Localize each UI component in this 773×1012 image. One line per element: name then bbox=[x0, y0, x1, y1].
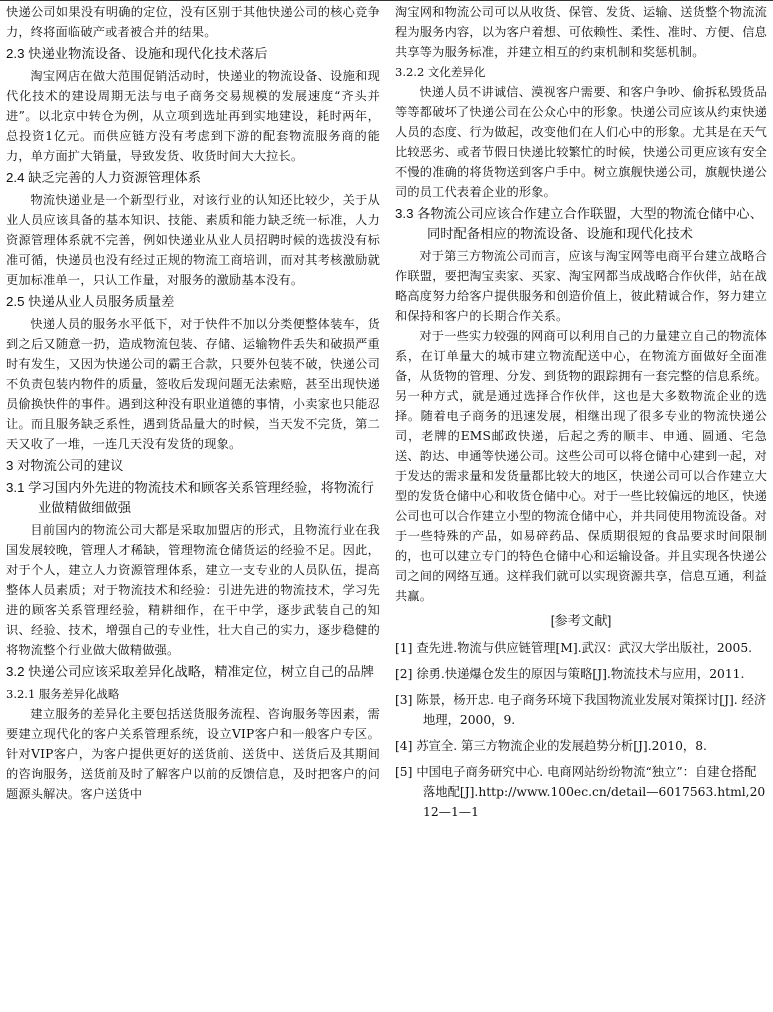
reference-item: [1] 查先进.物流与供应链管理[M].武汉：武汉大学出版社，2005. bbox=[395, 641, 753, 655]
heading-3-2-2: 3.2.2 文化差异化 bbox=[395, 65, 486, 79]
heading-3: 3 对物流公司的建议 bbox=[6, 458, 124, 473]
paragraph-2-3: 淘宝网店在做大范围促销活动时，快递业的物流设备、设施和现代化技术的建设周期无法与电子商务交易规模的发展速度“齐头并进”。以北京中转仓为例，从立项到选址再到实地建设，耗时两年，总投资1亿元。而供应链方没有考虑到下游的配套物流服务商的能力，单方面扩大销量，导致发货、收货时间大大拉长。 bbox=[6, 69, 380, 163]
paragraph-3-3-a: 对于第三方物流公司而言，应该与淘宝网等电商平台建立战略合作联盟，要把淘宝卖家、买家、淘宝网都当成战略合作伙伴，站在战略高度努力给客户提供服务和创造价值上，彼此精诚合作，努力建立和保持和客户的长期合作关系。 bbox=[395, 249, 767, 323]
right-column bbox=[395, 2, 767, 828]
paragraph-3-2-1: 建立服务的差异化主要包括送货服务流程、咨询服务等因素，需要建立现代化的客户关系管理系统，设立VIP客户和一般客户专区。针对VIP客户，为客户提供更好的送货前、送货中、送货后及其期间的咨询服务，送货前及时了解客户以前的反馈信息，及时把客户的问题源头解决。客户送货中 bbox=[6, 707, 380, 801]
paragraph-2-5: 快递人员的服务水平低下，对于快件不加以分类便整体装车，货到之后又随意一扔，造成物流包装、存储、运输物件丢失和破损严重时有发生，又因为快递公司的霸王合款，只要外包装不破，快递公司不负责包装内物件的质量，签收后发现问题无法索赔，甚至出现快递员偷换快件的事件。遇到这种没有职业道德的事情，小卖家也只能忍让。而且服务缺乏系性，遇到货品量大的时候，当天发不完货，第二天又收了一堆，一连几天没有发货的现象。 bbox=[6, 317, 380, 451]
heading-3-2: 3.2 快递公司应该采取差异化战略，精准定位，树立自己的品牌 bbox=[6, 664, 374, 679]
reference-item: [2] 徐勇.快递爆仓发生的原因与策略[J].物流技术与应用，2011. bbox=[395, 667, 745, 681]
reference-item: [5] 中国电子商务研究中心. 电商网站纷纷物流“独立”：自建仓搭配落地配[J].http://www.100ec.cn/detail—6017563.html,2012—1—1 bbox=[395, 765, 766, 819]
paragraph-3-1: 目前国内的物流公司大都是采取加盟店的形式，且物流行业在我国发展较晚，管理人才稀缺，管理物流仓储货运的经验不足。因此，对于个人，建立人力资源管理体系，建立一支专业的人员队伍，提高整体人员素质；对于物流技术和经验：引进先进的物流技术，学习先进的顾客关系管理经验，精耕细作，在干中学，逐步武装自己的知识、经验、技术，增强自己的专业性，壮大自己的实力，逐步稳健的将物流整个行业做大做精做强。 bbox=[6, 523, 380, 657]
paragraph-intro: 快递公司如果没有明确的定位，没有区别于其他快递公司的核心竞争力，终将面临破产或者被合并的结果。 bbox=[6, 5, 380, 39]
heading-3-1: 3.1 学习国内外先进的物流技术和顾客关系管理经验，将物流行业做精做细做强 bbox=[6, 480, 374, 515]
reference-item: [3] 陈景，杨开忠. 电子商务环境下我国物流业发展对策探讨[J]. 经济地理，2000，9. bbox=[395, 693, 767, 727]
references-title: [参考文献] bbox=[550, 613, 612, 628]
heading-2-3: 2.3 快递业物流设备、设施和现代化技术落后 bbox=[6, 46, 268, 61]
heading-3-2-1: 3.2.1 服务差异化战略 bbox=[6, 687, 120, 701]
left-column bbox=[6, 2, 380, 804]
paragraph-continued: 淘宝网和物流公司可以从收货、保管、发货、运输、送货整个物流流程为服务内容，以为客户着想、可依赖性、柔性、准时、方便、信息共享等为服务标准，并建立相互的约束机制和奖惩机制。 bbox=[395, 5, 767, 59]
top-rule bbox=[0, 0, 773, 1]
heading-2-4: 2.4 缺乏完善的人力资源管理体系 bbox=[6, 170, 202, 185]
reference-item: [4] 苏宣全. 第三方物流企业的发展趋势分析[J].2010，8. bbox=[395, 739, 707, 753]
paragraph-2-4: 物流快递业是一个新型行业，对该行业的认知还比较少，关于从业人员应该具备的基本知识、技能、素质和能力缺乏统一标准，人力资源管理体系就不完善，例如快递业从业人员招聘时候的选拔没有标准可循，快递员也没有经过正规的物流工商培训，而对其考核激励就更加标准单一，只认工作量，对服务的激励基本没有。 bbox=[6, 193, 380, 287]
heading-2-5: 2.5 快递从业人员服务质量差 bbox=[6, 294, 175, 309]
paragraph-3-3-b: 对于一些实力较强的网商可以利用自己的力量建立自己的物流体系，在订单量大的城市建立物流配送中心，在物流方面做好全面准备，从货物的管理、分发、到货物的跟踪拥有一套完整的信息系统。另一种方式，就是通过选择合作伙伴，这也是大多数物流企业的选择。随着电子商务的迅速发展，相继出现了很多专业的物流快递公司，老牌的EMS邮政快递，后起之秀的顺丰、申通、圆通、宅急送、韵达、申通等快递公司。这些公司可以将仓储中心建到一起，对于发达的需求量和发货量都比较大的地区，快递公司可以合作建立大型的发货仓储中心和收货仓储中心。对于一些比较偏远的地区，快递公司也可以合作建立小型的物流仓储中心，并共同使用物流设备。对于一些特殊的产品，如易碎药品、保质期很短的食品要求时间限制的，也可以建立专门的特色仓储中心和运输设备。并且实现各快递公司之间的网络互通。这样我们就可以实现资源共享，信息互通，利益共赢。 bbox=[395, 329, 767, 603]
heading-3-3: 3.3 各物流公司应该合作建立合作联盟，大型的物流仓储中心、同时配备相应的物流设备、设施和现代化技术 bbox=[395, 206, 763, 241]
paragraph-3-2-2: 快递人员不讲诚信、漠视客户需要、和客户争吵、偷拆私毁货品等等都破坏了快递公司在公众心中的形象。快递公司应该从约束快递人员的态度、行为做起，改变他们在人们心中的形象。尤其是在天气比较恶劣、或者节假日快递比较繁忙的时候，快递公司更应该有安全不慢的准确的将货物送到客户手中。树立旗舰快递公司，旗舰快递公司的员工代表着企业的形象。 bbox=[395, 85, 767, 199]
